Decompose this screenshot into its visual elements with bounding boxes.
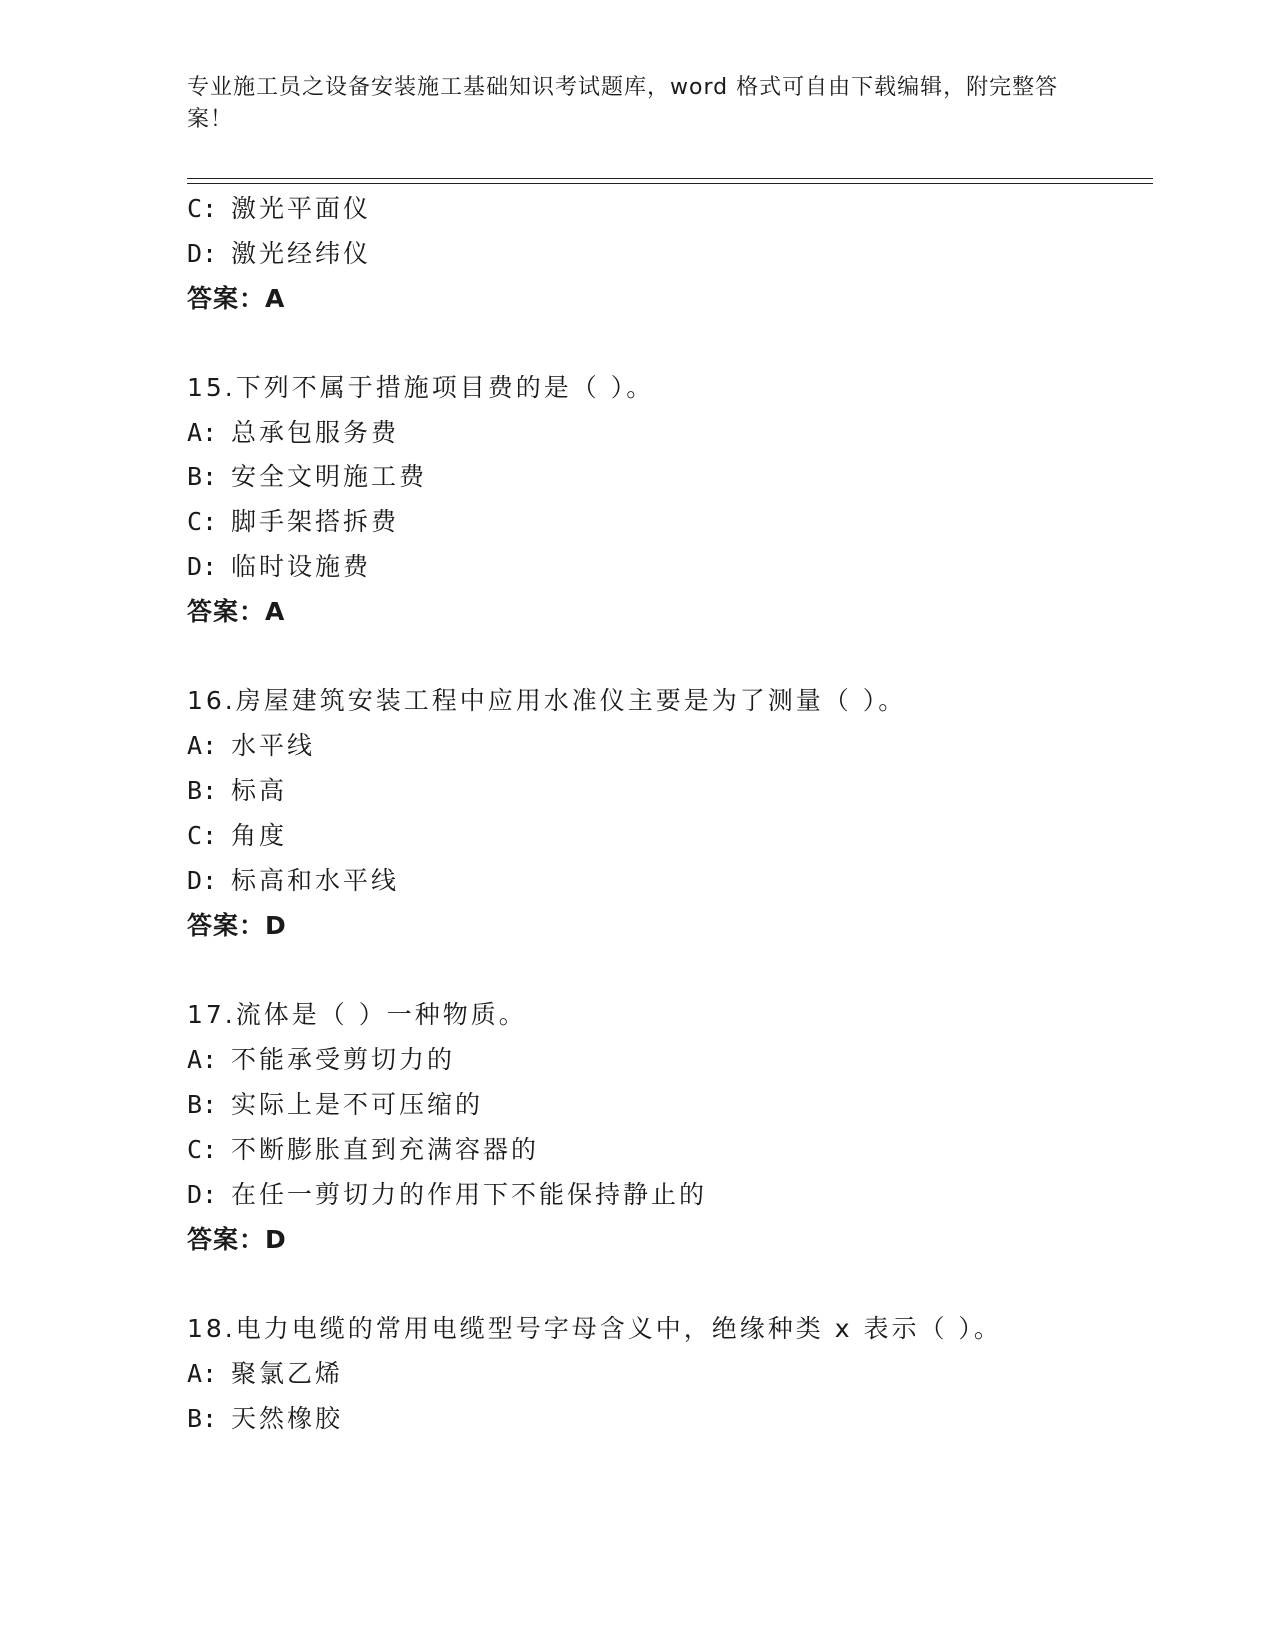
- option-a: [187, 1358, 343, 1390]
- option-c: [187, 506, 399, 538]
- document-header: 专业施工员之设备安装施工基础知识考试题库，word 格式可自由下载编辑，附完整答案！: [187, 75, 1059, 132]
- option-b: [187, 775, 287, 807]
- option-a: [187, 1044, 455, 1076]
- option-c: [187, 193, 371, 225]
- option-text: 不断膨胀直到充满容器的: [231, 1135, 540, 1164]
- question-stem: 17.流体是（ ）一种物质。: [187, 1000, 527, 1029]
- question-stem: 15.下列不属于措施项目费的是（ ）。: [187, 373, 655, 402]
- option-b: [187, 1403, 343, 1435]
- option-b: [187, 1089, 483, 1121]
- option-d: [187, 238, 371, 270]
- header-rule-top: [187, 178, 1153, 179]
- question-stem: 18.电力电缆的常用电缆型号字母含义中，绝缘种类 x 表示（ ）。: [187, 1314, 1002, 1343]
- option-c: [187, 820, 287, 852]
- option-text: 总承包服务费: [231, 418, 400, 447]
- option-text: 激光经纬仪: [231, 239, 372, 268]
- option-label: C:: [187, 194, 218, 223]
- option-text: 不能承受剪切力的: [231, 1045, 456, 1074]
- option-label: D:: [187, 552, 218, 581]
- option-text: 角度: [231, 821, 288, 850]
- option-label: A:: [187, 418, 218, 447]
- option-label: C:: [187, 821, 218, 850]
- option-label: D:: [187, 239, 218, 268]
- option-label: C:: [187, 507, 218, 536]
- option-a: [187, 730, 315, 762]
- option-text: 标高: [231, 776, 288, 805]
- question-stem: 16.房屋建筑安装工程中应用水准仪主要是为了测量（ ）。: [187, 686, 907, 715]
- option-b: [187, 461, 427, 493]
- option-label: A:: [187, 731, 218, 760]
- header-rule-bottom: [187, 183, 1153, 184]
- option-label: B:: [187, 1090, 218, 1119]
- option-text: 临时设施费: [231, 552, 372, 581]
- option-text: 激光平面仪: [231, 194, 372, 223]
- answer: 答案：A: [187, 284, 286, 313]
- option-text: 脚手架搭拆费: [231, 507, 400, 536]
- option-text: 聚氯乙烯: [231, 1359, 344, 1388]
- option-label: B:: [187, 1404, 218, 1433]
- option-c: [187, 1134, 539, 1166]
- option-label: C:: [187, 1135, 218, 1164]
- option-label: B:: [187, 462, 218, 491]
- option-label: A:: [187, 1045, 218, 1074]
- option-d: [187, 551, 371, 583]
- option-text: 实际上是不可压缩的: [231, 1090, 484, 1119]
- option-a: [187, 417, 399, 449]
- option-text: 在任一剪切力的作用下不能保持静止的: [231, 1180, 708, 1209]
- option-text: 标高和水平线: [231, 866, 400, 895]
- option-d: [187, 1179, 707, 1211]
- option-label: A:: [187, 1359, 218, 1388]
- option-label: D:: [187, 1180, 218, 1209]
- answer: 答案：D: [187, 1225, 287, 1254]
- option-text: 安全文明施工费: [231, 462, 428, 491]
- option-label: D:: [187, 866, 218, 895]
- option-text: 天然橡胶: [231, 1404, 344, 1433]
- option-text: 水平线: [231, 731, 316, 760]
- answer: 答案：D: [187, 911, 287, 940]
- answer: 答案：A: [187, 597, 286, 626]
- option-d: [187, 865, 399, 897]
- option-label: B:: [187, 776, 218, 805]
